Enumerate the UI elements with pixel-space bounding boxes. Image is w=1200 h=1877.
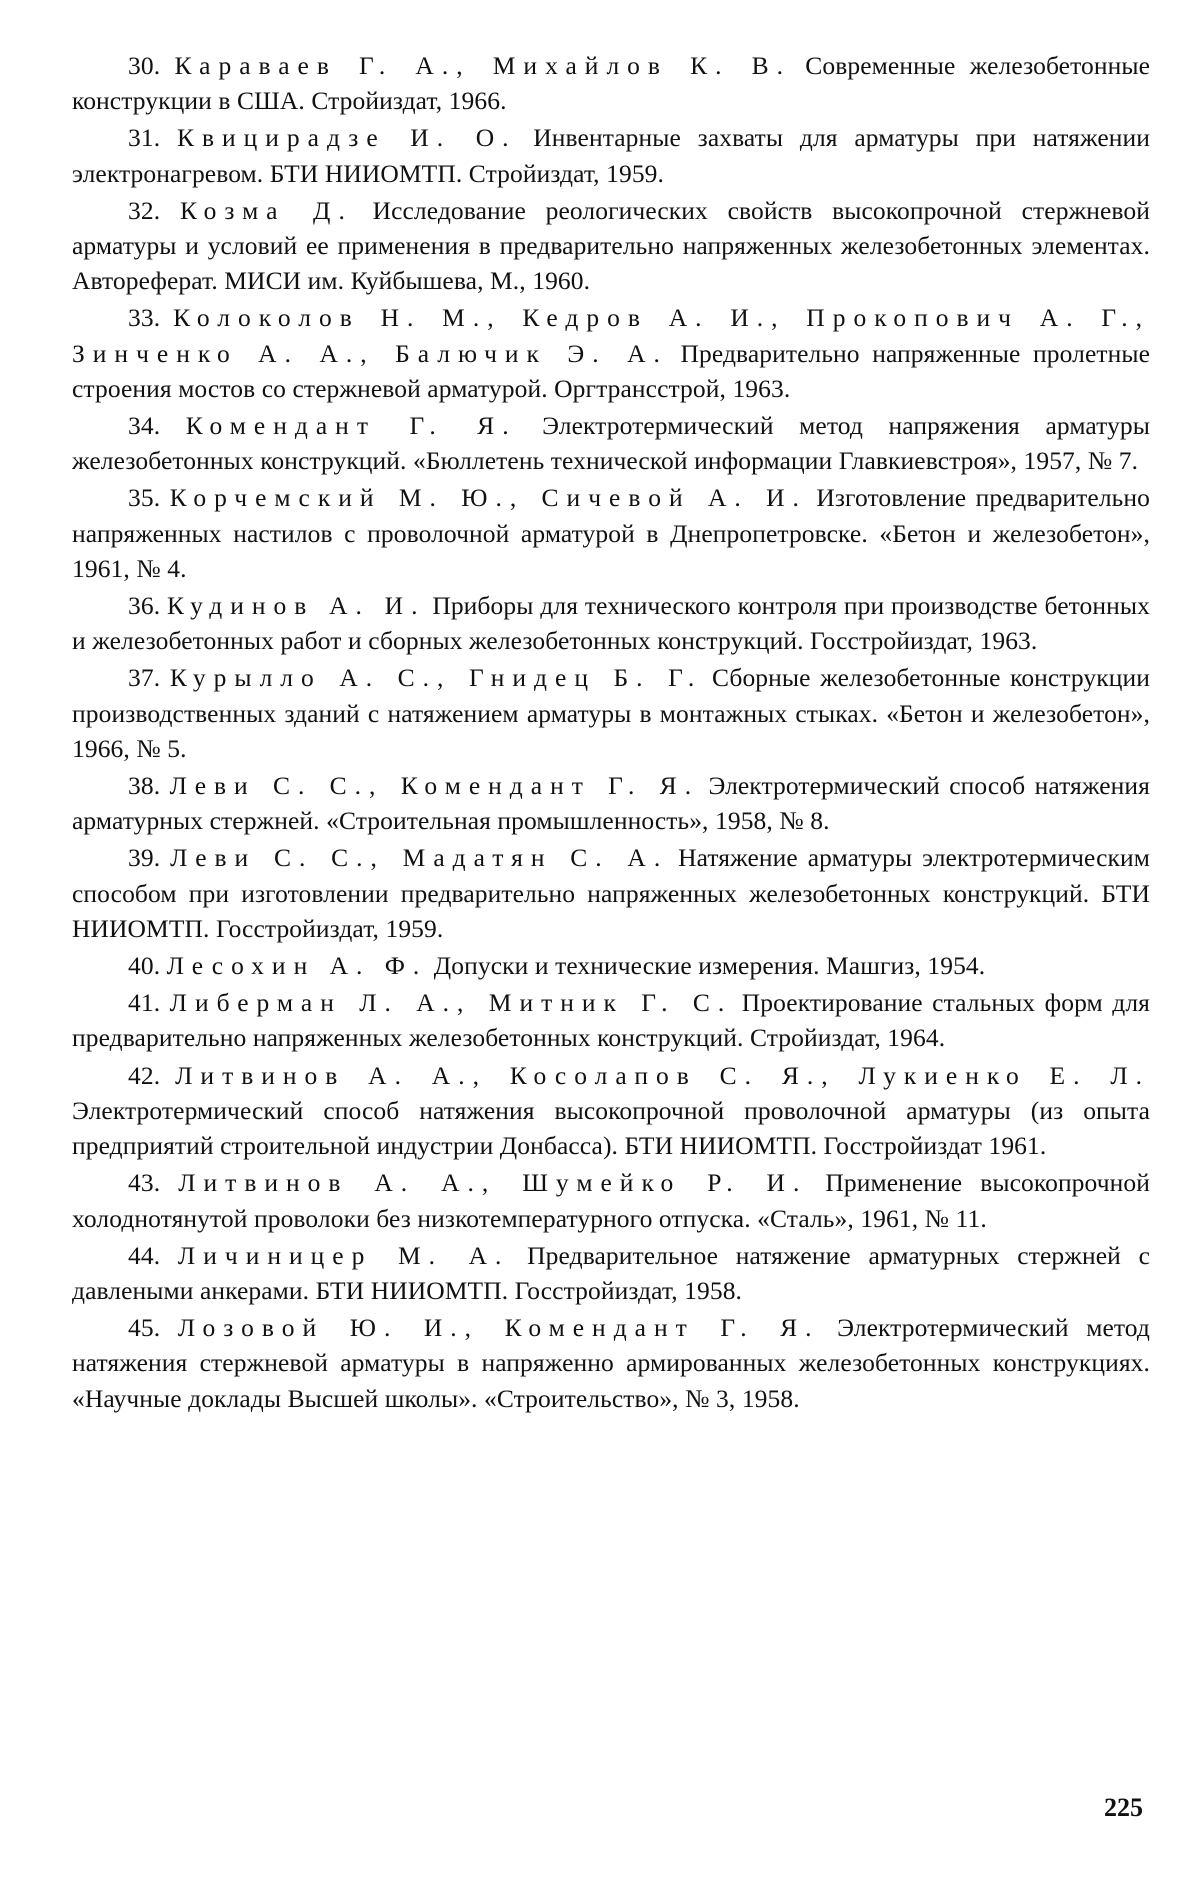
reference-number: 33. xyxy=(128,303,161,333)
reference-text: Приборы для технического контроля при производстве бетонных и железобетонных работ и сборных железобетонных конструкций. Госстройиздат, 1963. xyxy=(72,591,1150,656)
reference-entry-43 xyxy=(72,1165,1150,1235)
reference-text: Современные железобетонные конструкции в США. Стройиздат, 1966. xyxy=(72,51,1150,116)
reference-text: Электротермический способ натяжения высокопрочной проволочной арматуры (из опыта предприятий строительной индустрии Донбасса). БТИ НИИОМТП. Госстройиздат 1961. xyxy=(72,1095,1150,1161)
reference-authors: Леви С. С., Мадатян С. А. xyxy=(170,843,669,873)
reference-authors: Личиницер М. А. xyxy=(177,1240,510,1270)
reference-authors: Караваев Г. А., Михайлов К. В. xyxy=(174,51,792,80)
reference-entry-44 xyxy=(72,1238,1150,1308)
reference-text: Допуски и технические измерения. Машгиз, 1954. xyxy=(433,951,986,981)
reference-number: 30. xyxy=(128,51,161,80)
reference-authors: Козма Д. xyxy=(179,195,353,225)
reference-text: Предварительное натяжение арматурных стержней с давлеными анкерами. БТИ НИИОМТП. Госстройиздат, 1958. xyxy=(72,1240,1151,1305)
reference-number: 45. xyxy=(128,1313,161,1343)
reference-text: Применение высокопрочной холоднотянутой проволоки без низкотемпературного отпуска. «Сталь», 1961, № 11. xyxy=(72,1168,1150,1233)
reference-entry-33 xyxy=(72,300,1150,406)
reference-text: Инвентарные захваты для арматуры при натяжении электронагревом. БТИ НИИОМТП. Стройиздат, 1959. xyxy=(72,123,1150,188)
reference-authors: Литвинов А. А., Косолапов С. Я., Лукиенко Е. Л. xyxy=(175,1060,1150,1090)
reference-number: 43. xyxy=(128,1168,161,1198)
reference-number: 32. xyxy=(128,195,161,225)
reference-number: 44. xyxy=(128,1240,161,1270)
reference-entry-42 xyxy=(72,1058,1150,1164)
reference-text: Сборные железобетонные конструкции производственных зданий с натяжением арматуры в монтажных стыках. «Бетон и железобетон», 1966, № 5. xyxy=(72,663,1150,763)
reference-authors: Комендант Г. Я. xyxy=(185,411,517,441)
reference-text: Исследование реологических свойств высокопрочной стержневой арматуры и условий ее применения в предварительно напряженных железобетонных элементах. Автореферат. МИСИ им. Куйбышева, М., 1960. xyxy=(72,195,1150,296)
reference-authors: Леви С. С., Комендант Г. Я. xyxy=(169,771,700,801)
reference-text: Электротермический способ натяжения арматурных стержней. «Строительная промышленность», 1958, № 8. xyxy=(72,771,1150,836)
reference-authors: Колоколов Н. М., Кедров А. И., Прокопович А. Г., Зинченко А. А., Балючик Э. А. xyxy=(72,303,1150,368)
reference-authors: Корчемский М. Ю., Сичевой А. И. xyxy=(169,483,807,513)
reference-entry-32 xyxy=(72,193,1150,299)
reference-text: Изготовление предварительно напряженных настилов с проволочной арматурой в Днепропетровске. «Бетон и железобетон», 1961, № 4. xyxy=(72,483,1150,583)
reference-authors: Квицирадзе И. О. xyxy=(176,123,517,153)
reference-number: 38. xyxy=(128,771,161,801)
reference-text: Электротермический метод натяжения стержневой арматуры в напряженно армированных железобетонных конструкциях. «Научные доклады Высшей школы». «Строительство», № 3, 1958. xyxy=(72,1313,1150,1413)
reference-entry-30 xyxy=(72,48,1150,118)
reference-authors: Курылло А. С., Гнидец Б. Г. xyxy=(169,663,703,693)
reference-authors: Литвинов А. А., Шумейко Р. И. xyxy=(178,1168,808,1198)
page-number: 225 xyxy=(1104,1793,1143,1822)
reference-entry-31 xyxy=(72,120,1150,190)
reference-number: 37. xyxy=(128,663,161,693)
reference-number: 40. xyxy=(128,951,161,981)
reference-entry-34 xyxy=(72,408,1150,478)
reference-entry-41 xyxy=(72,985,1150,1055)
reference-authors: Лесохин А. Ф. xyxy=(166,951,428,981)
reference-number: 31. xyxy=(128,123,161,153)
reference-entry-36 xyxy=(72,588,1150,658)
reference-number: 39. xyxy=(128,843,161,873)
reference-text: Электротермический метод напряжения арматуры железобетонных конструкций. «Бюллетень технической информации Главкиевстроя», 1957, № 7. xyxy=(72,411,1151,476)
reference-entry-35 xyxy=(72,480,1150,586)
reference-entry-40 xyxy=(72,948,1150,983)
reference-number: 42. xyxy=(128,1060,161,1090)
reference-number: 36. xyxy=(128,591,161,621)
reference-text: Проектирование стальных форм для предварительно напряженных железобетонных конструкций. Стройиздат, 1964. xyxy=(72,988,1150,1053)
reference-number: 41. xyxy=(128,988,161,1018)
reference-number: 34. xyxy=(128,411,161,441)
reference-entry-39 xyxy=(72,840,1150,946)
reference-number: 35. xyxy=(128,483,161,513)
reference-text: Предварительно напряженные пролетные строения мостов со стержневой арматурой. Оргтрансстрой, 1963. xyxy=(72,338,1151,403)
reference-authors: Лозовой Ю. И., Комендант Г. Я. xyxy=(177,1313,820,1343)
reference-list xyxy=(72,48,1150,1418)
reference-entry-38 xyxy=(72,768,1150,838)
reference-authors: Либерман Л. А., Митник Г. С. xyxy=(169,988,733,1018)
reference-entry-45 xyxy=(72,1310,1150,1416)
reference-authors: Кудинов А. И. xyxy=(167,591,426,621)
reference-entry-37 xyxy=(72,660,1150,766)
reference-text: Натяжение арматуры электротермическим способом при изготовлении предварительно напряженных железобетонных конструкций. БТИ НИИОМТП. Госстройиздат, 1959. xyxy=(72,843,1151,943)
